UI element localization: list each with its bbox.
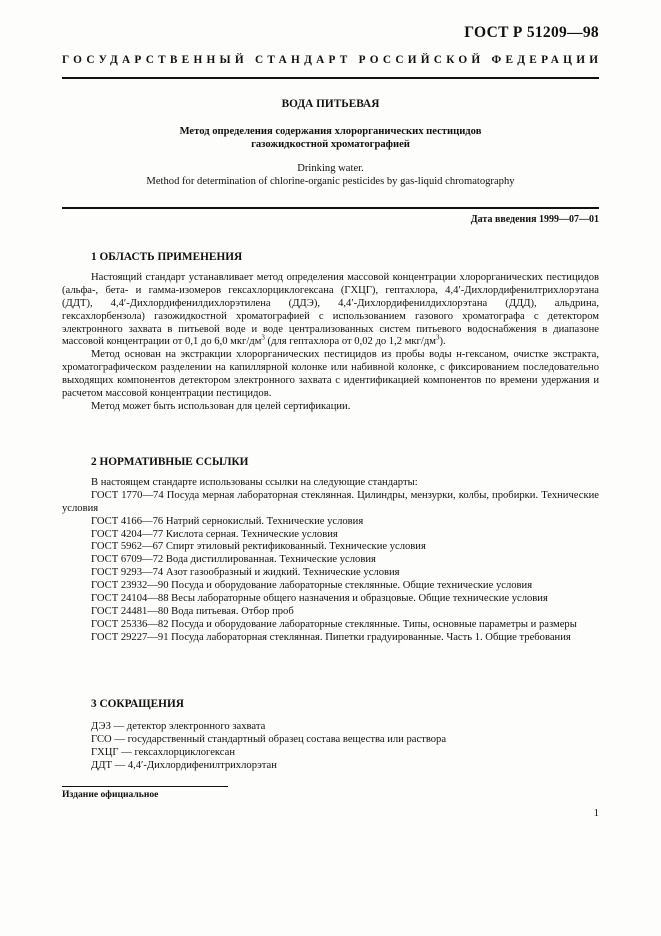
scope-paragraph-3: Метод может быть использован для целей сертификации. <box>91 400 351 412</box>
section-2-heading: 2 НОРМАТИВНЫЕ ССЫЛКИ <box>91 456 249 468</box>
document-subtitle <box>62 125 599 151</box>
reference-item: ГОСТ 6709—72 Вода дистиллированная. Технические условия <box>91 554 376 566</box>
abbreviation-item: ДДТ — 4,4′-Дихлордифенилтрихлорэтан <box>91 759 277 771</box>
abbreviation-item: ДЭЗ — детектор электронного захвата <box>91 720 266 732</box>
reference-item: ГОСТ 1770—74 Посуда мерная лабораторная стеклянная. Цилиндры, мензурки, колбы, пробирки. Технические условия <box>62 489 599 514</box>
reference-item: ГОСТ 24481—80 Вода питьевая. Отбор проб <box>91 605 294 617</box>
subtitle-line-2: газожидкостной хроматографией <box>251 139 410 150</box>
section-abbreviations <box>62 698 599 773</box>
reference-item: ГОСТ 4166—76 Натрий сернокислый. Технические условия <box>91 515 364 527</box>
middle-rule <box>62 207 599 209</box>
standard-title: ГОСУДАРСТВЕННЫЙ СТАНДАРТ РОССИЙСКОЙ ФЕДЕРАЦИИ <box>62 54 603 66</box>
gost-number: ГОСТ Р 51209—98 <box>464 24 599 41</box>
reference-item: ГОСТ 9293—74 Азот газообразный и жидкий. Технические условия <box>91 567 400 579</box>
subtitle-line-1: Метод определения содержания хлорорганических пестицидов <box>179 126 482 137</box>
top-rule <box>62 77 599 79</box>
reference-item: ГОСТ 25336—82 Посуда и оборудование лабораторные стеклянные. Типы, основные параметры и размеры <box>91 618 577 630</box>
section-references <box>62 456 599 645</box>
abbreviation-item: ГСО — государственный стандартный образец состава вещества или раствора <box>91 733 447 745</box>
reference-item: ГОСТ 5962—67 Спирт этиловый ректификованный. Технические условия <box>91 541 426 553</box>
reference-item: ГОСТ 24104—88 Весы лабораторные общего назначения и образцовые. Общие технические условия <box>91 593 548 605</box>
edition-label: Издание официальное <box>62 789 159 800</box>
abbreviation-item: ГХЦГ — гексахлорциклогексан <box>91 746 236 758</box>
scope-paragraph-1: Настоящий стандарт устанавливает метод определения массовой концентрации хлорорганических пестицидов (альфа-, бета- и гамма-изомеров гексахлорциклогексана (ГХЦГ), гептахлора, 4,4′-Дихлордифенилтрихлорэтана (ДДТ), 4,4′-Дихлордифенилдихлорэтилена (ДДЭ), 4,4′-Дихлордифенилдихлорэтана (ДДД), альдрина, гексахлорбензола) газожидкостной хроматографией с использованием газового хроматографа с детектором электронного захвата в питьевой воде и воде централизованных систем питьевого водоснабжения в диапазоне массовой концентрации от 0,1 до 6,0 мкг/$дм^3$ (для гептахлора от 0,02 до 1,2 мкг/$дм^3$). <box>62 271 599 348</box>
introduction-date: Дата введения 1999—07—01 <box>470 214 599 225</box>
english-title-line-1: Drinking water. <box>297 163 364 174</box>
references-intro: В настоящем стандарте использованы ссылки на следующие стандарты: <box>91 476 418 488</box>
section-3-heading: 3 СОКРАЩЕНИЯ <box>91 698 184 710</box>
section-scope <box>62 251 599 414</box>
reference-item: ГОСТ 23932—90 Посуда и оборудование лабораторные стеклянные. Общие технические условия <box>91 580 533 592</box>
document-title: ВОДА ПИТЬЕВАЯ <box>281 98 380 110</box>
reference-item: ГОСТ 4204—77 Кислота серная. Технические условия <box>91 528 338 540</box>
reference-item: ГОСТ 29227—91 Посуда лабораторная стеклянная. Пипетки градуированные. Часть 1. Общие требования <box>91 631 571 643</box>
footer-rule <box>62 786 228 787</box>
english-title-line-2: Method for determination of chlorine-organic pesticides by gas-liquid chromatography <box>146 176 515 187</box>
section-1-heading: 1 ОБЛАСТЬ ПРИМЕНЕНИЯ <box>91 251 243 263</box>
page-number: 1 <box>593 808 599 819</box>
english-title <box>62 162 599 188</box>
scope-paragraph-2: Метод основан на экстракции хлорорганических пестицидов из пробы воды н-гексаном, очистке экстракта, хроматографическом разделении на капиллярной колонке или набивной колонке, с фиксированием последовательно выходящих компонентов детектором электронного захвата с идентификацией компонентов по времени удержания и расчетом массовой концентрации пестицидов. <box>62 349 599 400</box>
